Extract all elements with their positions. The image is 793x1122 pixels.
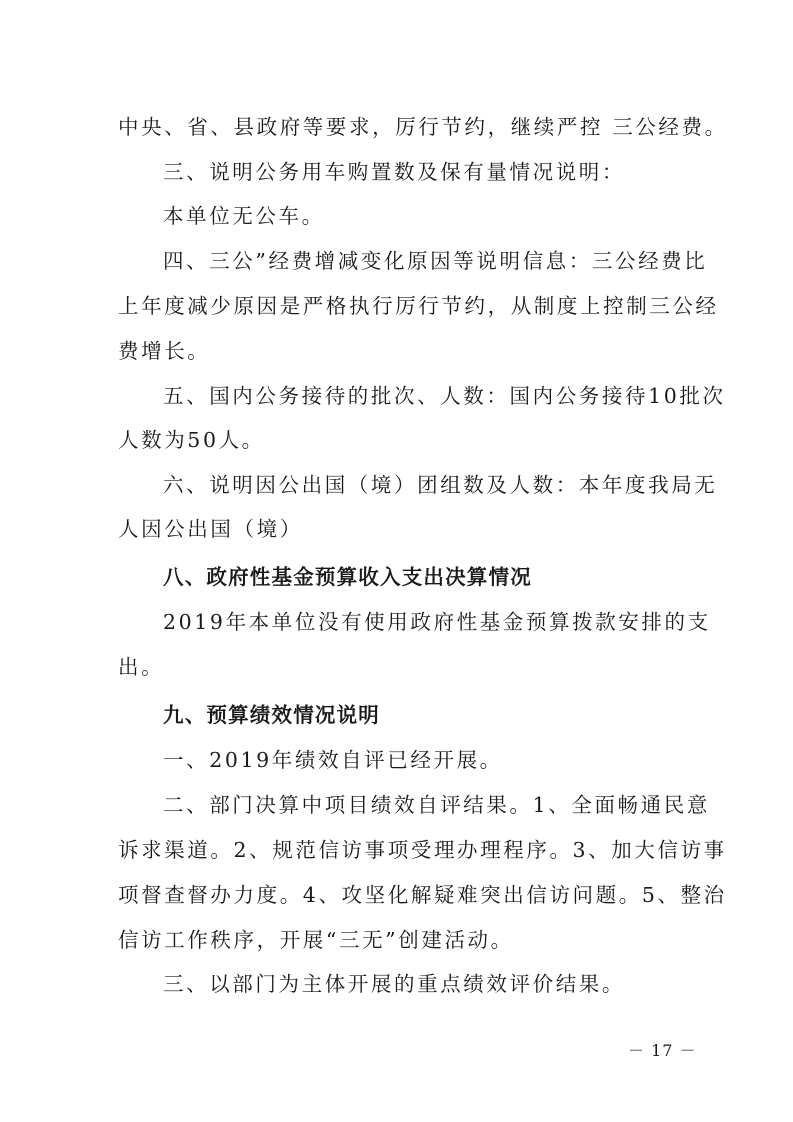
paragraph-line: 出。 — [118, 655, 165, 679]
paragraph-line: 六、说明因公出国（境）团组数及人数：本年度我局无 — [163, 473, 718, 497]
paragraph-line: 费增长。 — [118, 339, 211, 363]
paragraph-line: 项督查督办力度。4、攻坚化解疑难突出信访问题。5、整治 — [118, 883, 727, 907]
section-heading: 八、政府性基金预算收入支出决算情况 — [163, 565, 532, 589]
paragraph-line: 本单位无公车。 — [163, 204, 325, 228]
paragraph-line: 2019年本单位没有使用政府性基金预算拨款安排的支 — [163, 610, 711, 634]
paragraph-line: 一、2019年绩效自评已经开展。 — [163, 748, 503, 772]
paragraph-line: 上年度减少原因是严格执行厉行节约，从制度上控制三公经 — [118, 294, 719, 318]
paragraph-line: 三、说明公务用车购置数及保有量情况说明： — [163, 160, 625, 184]
section-heading: 九、预算绩效情况说明 — [163, 703, 380, 727]
paragraph-line: 诉求渠道。2、规范信访事项受理办理程序。3、加大信访事 — [118, 838, 727, 862]
paragraph-line: 二、部门决算中项目绩效自评结果。1、全面畅通民意 — [163, 793, 710, 817]
paragraph-line: 人数为50人。 — [118, 428, 265, 452]
paragraph-line: 三、以部门为主体开展的重点绩效评价结果。 — [163, 972, 625, 996]
paragraph-line: 人因公出国（境） — [118, 517, 303, 541]
paragraph-line: 中央、省、县政府等要求，厉行节约，继续严控 三公经费。 — [118, 115, 728, 139]
paragraph-line: 四、三公”经费增减变化原因等说明信息：三公经费比 — [163, 249, 708, 273]
paragraph-line: 信访工作秩序，开展“三无”创建活动。 — [118, 928, 514, 952]
page-number: － 17 － — [628, 1041, 697, 1060]
paragraph-line: 五、国内公务接待的批次、人数：国内公务接待10批次 — [163, 384, 726, 408]
